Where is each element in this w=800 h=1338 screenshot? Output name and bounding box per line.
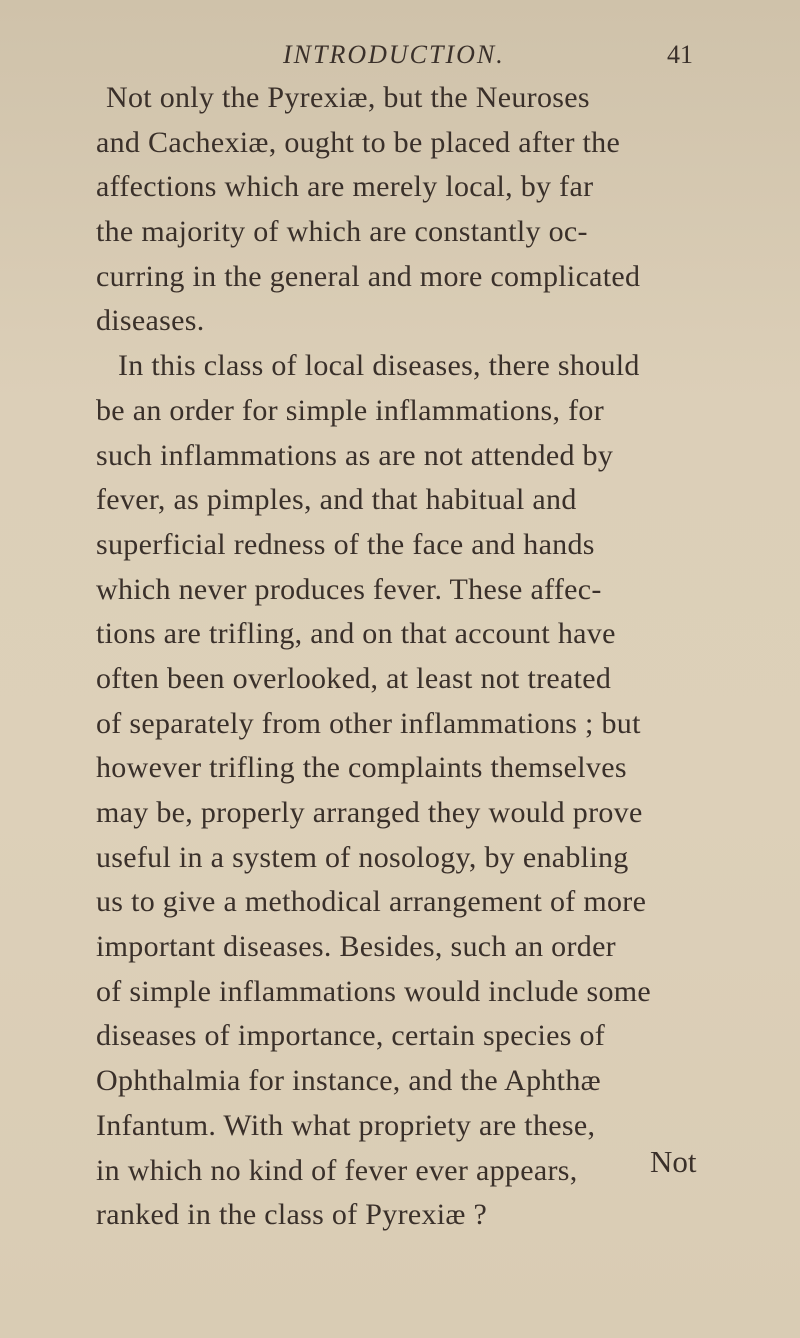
text-line: of simple inflammations would include some <box>96 974 652 1008</box>
text-line: and Cachexiæ, ought to be placed after the <box>96 125 621 159</box>
text-line: diseases. <box>96 304 205 338</box>
text-line: be an order for simple inflammations, for <box>96 393 604 427</box>
text-line: fever, as pimples, and that habitual and <box>96 483 577 517</box>
running-head <box>283 40 693 80</box>
text-line: such inflammations as are not attended by <box>96 438 614 472</box>
text-line: often been overlooked, at least not treated <box>96 661 612 695</box>
text-line: affections which are merely local, by far <box>96 170 594 204</box>
catchword: Not <box>650 1144 697 1179</box>
text-line: the majority of which are constantly oc- <box>96 215 588 249</box>
text-line: Infantum. With what propriety are these, <box>96 1108 596 1142</box>
text-line: useful in a system of nosology, by enabling <box>96 840 629 874</box>
text-line: Ophthalmia for instance, and the Aphthæ <box>96 1064 601 1098</box>
text-line: superficial redness of the face and hands <box>96 527 595 561</box>
text-line: Not only the Pyrexiæ, but the Neuroses <box>106 81 590 114</box>
text-line: us to give a methodical arrangement of more <box>96 885 647 919</box>
text-line: tions are trifling, and on that account have <box>96 617 616 651</box>
text-line: in which no kind of fever ever appears, <box>96 1153 578 1187</box>
text-line: ranked in the class of Pyrexiæ ? <box>96 1198 488 1232</box>
text-line: which never produces fever. These affec- <box>96 572 602 606</box>
body-text <box>96 76 716 1238</box>
text-line: however trifling the complaints themselves <box>96 751 627 785</box>
running-title: INTRODUCTION. <box>283 40 505 69</box>
text-line: curring in the general and more complicated <box>96 259 641 293</box>
page-number: 41 <box>667 40 693 69</box>
text-line: diseases of importance, certain species of <box>96 1019 606 1053</box>
text-line: of separately from other inflammations ; but <box>96 706 641 740</box>
text-line: may be, properly arranged they would prove <box>96 796 643 829</box>
text-line: important diseases. Besides, such an order <box>96 930 616 964</box>
text-line: In this class of local diseases, there should <box>118 349 640 383</box>
